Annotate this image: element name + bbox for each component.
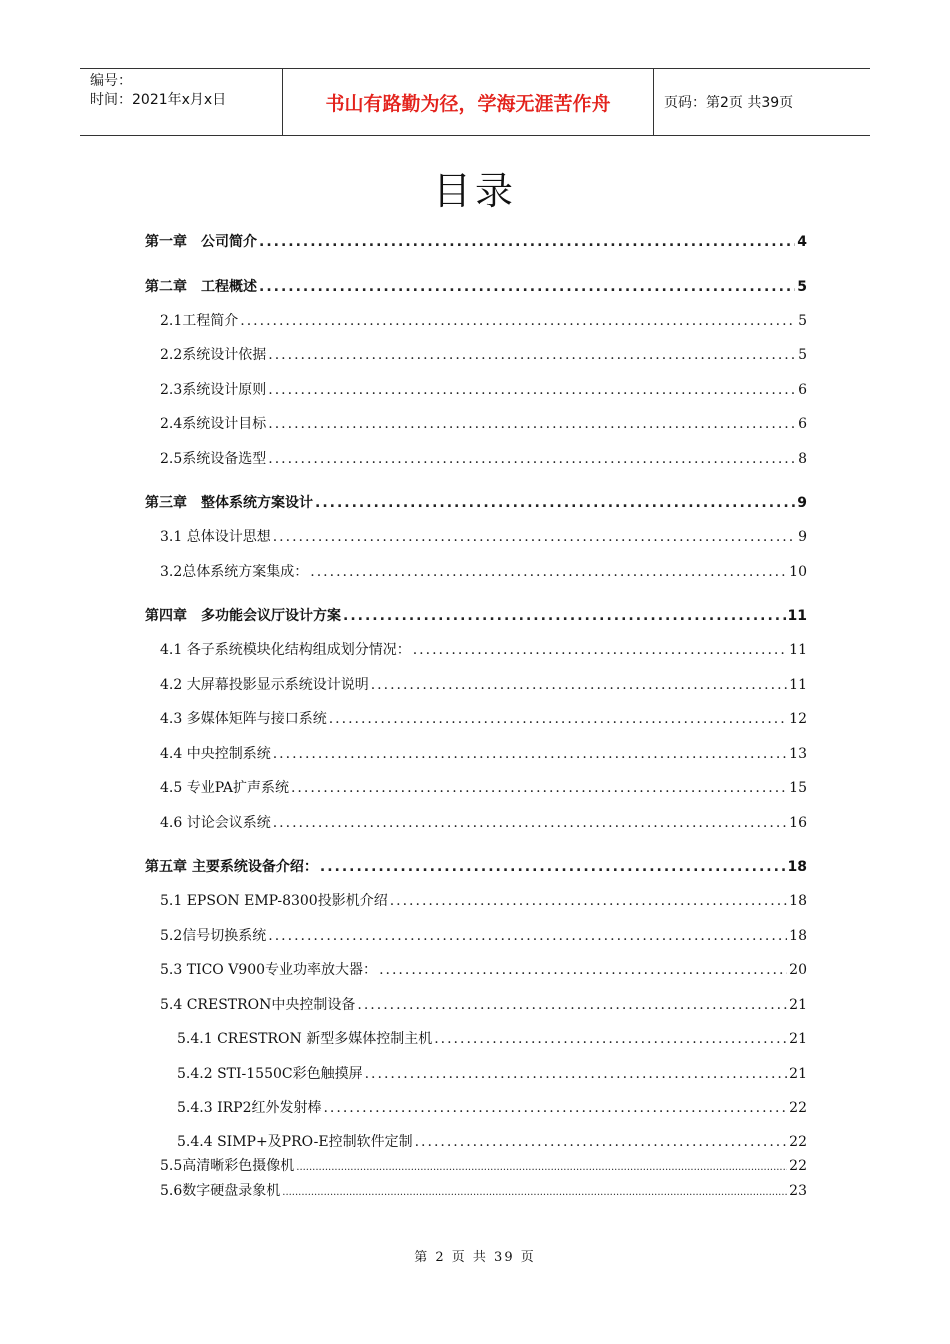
toc-entry-2-4[interactable] xyxy=(160,414,807,434)
toc-entry-page: 12 xyxy=(789,711,807,727)
toc-entry-label: 第三章 整体系统方案设计 xyxy=(145,495,313,511)
toc-entry-page: 22 xyxy=(789,1158,807,1174)
toc-entry-label: 5.5高清晰彩色摄像机 xyxy=(160,1158,295,1174)
toc-entry-3-1[interactable] xyxy=(160,527,807,547)
toc-entry-2-2[interactable] xyxy=(160,345,807,365)
toc-entry-5-1[interactable] xyxy=(160,891,807,911)
toc-entry-label: 5.2信号切换系统 xyxy=(160,928,267,944)
toc-entry-5-4-2[interactable] xyxy=(177,1064,807,1084)
page-footer: 第 2 页 共 39 页 xyxy=(414,1250,536,1265)
toc-entry-page: 21 xyxy=(789,1066,807,1082)
toc-leader xyxy=(296,1158,787,1178)
toc-leader xyxy=(357,995,787,1015)
toc-entry-2-3[interactable] xyxy=(160,380,807,400)
toc-entry-page: 21 xyxy=(789,1031,807,1047)
number-label: 编号： xyxy=(90,73,132,89)
toc-entry-label: 5.3 TICO V900专业功率放大器： xyxy=(160,962,378,978)
header-motto: 书山有路勤为径，学海无涯苦作舟 xyxy=(282,69,654,135)
header-page-info: 页码：第2页 共39页 xyxy=(664,95,794,111)
toc-entry-page: 18 xyxy=(789,928,807,944)
toc-entry-label: 5.4.3 IRP2红外发射棒 xyxy=(177,1100,322,1116)
toc-entry-label: 2.1工程简介 xyxy=(160,313,239,329)
toc-entry-page: 20 xyxy=(789,962,807,978)
toc-entry-label: 3.1 总体设计思想 xyxy=(160,529,271,545)
toc-entry-page: 9 xyxy=(798,529,807,545)
toc-entry-5-4-1[interactable] xyxy=(177,1029,807,1049)
toc-entry-2-5[interactable] xyxy=(160,449,807,469)
toc-leader xyxy=(291,778,787,798)
toc-leader xyxy=(323,1098,787,1118)
toc-entry-page: 5 xyxy=(798,347,807,363)
toc-entry-2-1[interactable] xyxy=(160,311,807,331)
toc-entry-page: 22 xyxy=(789,1134,807,1150)
toc-entry-label: 第二章 工程概述 xyxy=(145,279,257,295)
toc-entry-5-4[interactable] xyxy=(160,995,807,1015)
toc-leader xyxy=(390,891,787,911)
page-header xyxy=(80,68,870,136)
toc-leader xyxy=(268,345,796,365)
toc-entry-label: 2.4系统设计目标 xyxy=(160,416,267,432)
toc-leader xyxy=(315,493,795,513)
toc-entry-label: 5.6数字硬盘录象机 xyxy=(160,1183,281,1199)
toc-entry-chapter-4[interactable] xyxy=(145,606,807,626)
toc-leader xyxy=(268,414,796,434)
toc-entry-page: 23 xyxy=(789,1183,807,1199)
toc-entry-label: 4.1 各子系统模块化结构组成划分情况： xyxy=(160,642,411,658)
toc-entry-3-2[interactable] xyxy=(160,562,807,582)
toc-entry-chapter-1[interactable] xyxy=(145,232,807,252)
toc-leader xyxy=(415,1132,788,1152)
toc-entry-chapter-5[interactable] xyxy=(145,857,807,877)
toc-leader xyxy=(240,311,796,331)
toc-entry-4-5[interactable] xyxy=(160,778,807,798)
toc-leader xyxy=(259,232,795,252)
toc-leader xyxy=(310,562,787,582)
toc-leader xyxy=(268,926,787,946)
toc-entry-4-3[interactable] xyxy=(160,709,807,729)
toc-leader xyxy=(434,1029,787,1049)
toc-leader xyxy=(273,527,796,547)
toc-leader xyxy=(259,277,795,297)
toc-entry-page: 4 xyxy=(797,234,807,250)
toc-entry-label: 4.6 讨论会议系统 xyxy=(160,815,271,831)
toc-entry-4-2[interactable] xyxy=(160,675,807,695)
toc-leader xyxy=(282,1183,787,1203)
toc-entry-label: 5.4.2 STI-1550C彩色触摸屏 xyxy=(177,1066,363,1082)
toc-entry-label: 第五章 主要系统设备介绍： xyxy=(145,859,318,875)
toc-entry-chapter-3[interactable] xyxy=(145,493,807,513)
toc-leader xyxy=(273,813,787,833)
toc-entry-page: 5 xyxy=(798,313,807,329)
toc-entry-label: 4.5 专业PA扩声系统 xyxy=(160,780,289,796)
toc-entry-label: 5.1 EPSON EMP-8300投影机介绍 xyxy=(160,893,388,909)
toc-entry-page: 5 xyxy=(797,279,807,295)
toc-entry-label: 5.4.1 CRESTRON 新型多媒体控制主机 xyxy=(177,1031,433,1047)
toc-entry-4-4[interactable] xyxy=(160,744,807,764)
toc-entry-5-2[interactable] xyxy=(160,926,807,946)
toc-leader xyxy=(371,675,787,695)
toc-leader xyxy=(273,744,787,764)
toc-entry-5-4-3[interactable] xyxy=(177,1098,807,1118)
toc-entry-5-3[interactable] xyxy=(160,960,807,980)
toc-entry-4-6[interactable] xyxy=(160,813,807,833)
toc-entry-5-4-4[interactable] xyxy=(177,1132,807,1152)
toc-leader xyxy=(268,380,796,400)
toc-leader xyxy=(413,640,787,660)
toc-entry-page: 13 xyxy=(789,746,807,762)
toc-entry-label: 第四章 多功能会议厅设计方案 xyxy=(145,608,341,624)
toc-entry-page: 11 xyxy=(789,642,807,658)
toc-entry-page: 8 xyxy=(798,451,807,467)
toc-entry-5-6[interactable] xyxy=(160,1181,807,1201)
toc-leader xyxy=(320,857,786,877)
toc-entry-label: 2.5系统设备选型 xyxy=(160,451,267,467)
header-meta xyxy=(80,69,282,135)
toc-entry-page: 11 xyxy=(787,608,807,624)
toc-entry-5-5[interactable] xyxy=(160,1156,807,1176)
toc-entry-label: 4.2 大屏幕投影显示系统设计说明 xyxy=(160,677,369,693)
toc-entry-page: 9 xyxy=(797,495,807,511)
toc-entry-page: 18 xyxy=(787,859,807,875)
toc-entry-chapter-2[interactable] xyxy=(145,277,807,297)
toc-entry-page: 21 xyxy=(789,997,807,1013)
toc-entry-label: 2.2系统设计依据 xyxy=(160,347,267,363)
page-title: 目录 xyxy=(432,169,517,213)
toc-entry-4-1[interactable] xyxy=(160,640,807,660)
toc-entry-page: 22 xyxy=(789,1100,807,1116)
toc-leader xyxy=(329,709,787,729)
toc-entry-label: 2.3系统设计原则 xyxy=(160,382,267,398)
toc-leader xyxy=(379,960,787,980)
toc-entry-page: 6 xyxy=(798,382,807,398)
toc-entry-label: 5.4 CRESTRON中央控制设备 xyxy=(160,997,356,1013)
toc-leader xyxy=(343,606,786,626)
date-line: 时间：2021年x月x日 xyxy=(90,92,227,108)
toc-entry-page: 18 xyxy=(789,893,807,909)
toc-entry-page: 10 xyxy=(789,564,807,580)
toc-entry-page: 6 xyxy=(798,416,807,432)
toc-entry-page: 15 xyxy=(789,780,807,796)
toc-entry-label: 4.4 中央控制系统 xyxy=(160,746,271,762)
toc-entry-page: 16 xyxy=(789,815,807,831)
toc-entry-label: 第一章 公司简介 xyxy=(145,234,257,250)
toc-leader xyxy=(268,449,796,469)
toc-leader xyxy=(365,1064,788,1084)
toc-entry-label: 4.3 多媒体矩阵与接口系统 xyxy=(160,711,327,727)
toc-entry-label: 3.2总体系统方案集成： xyxy=(160,564,309,580)
toc-entry-page: 11 xyxy=(789,677,807,693)
toc-entry-label: 5.4.4 SIMP+及PRO-E控制软件定制 xyxy=(177,1134,413,1150)
